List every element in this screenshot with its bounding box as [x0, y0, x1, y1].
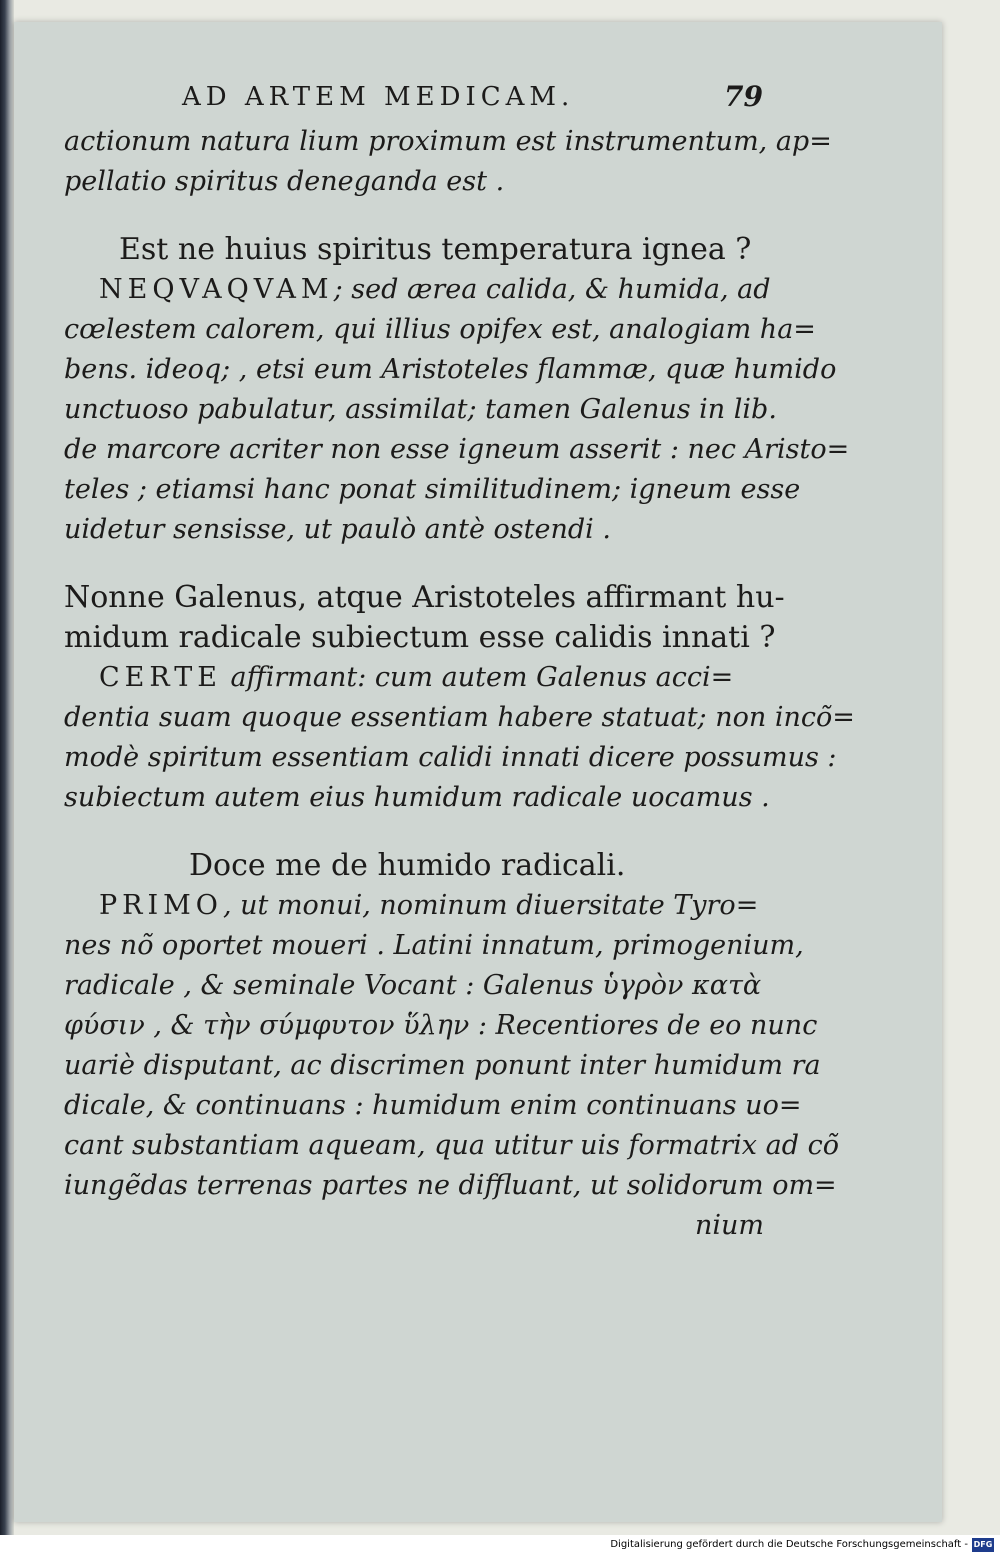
answer-line: de marcore acriter non esse igneum asserit : nec Aristo=	[64, 434, 850, 465]
text-line: pellatio spiritus deneganda est .	[64, 166, 505, 197]
answer-line: uariè disputant, ac discrimen ponunt inter humidum ra	[64, 1050, 821, 1081]
answer-line: dentia suam quoque essentiam habere statuat; non incõ=	[64, 702, 855, 733]
answer-line: unctuoso pabulatur, assimilat; tamen Galenus in lib.	[64, 394, 777, 425]
answer-line: nes nõ oportet moueri . Latini innatum, primogenium,	[64, 930, 804, 961]
funding-credit: Digitalisierung gefördert durch die Deutsche Forschungsgemeinschaft -	[610, 1539, 968, 1550]
question-heading: Nonne Galenus, atque Aristoteles affirmant hu-	[64, 580, 785, 615]
answer-lead: PRIMO	[99, 890, 223, 921]
page-header	[64, 82, 764, 122]
page-number: 79	[724, 80, 763, 113]
answer-line: uidetur sensisse, ut paulò antè ostendi .	[64, 514, 611, 545]
answer-line	[64, 658, 764, 698]
answer-line: iungẽdas terrenas partes ne diffluant, ut solidorum om=	[64, 1170, 837, 1201]
answer-line: radicale , & seminale Vocant : Galenus ὑγρὸν κατὰ	[64, 970, 762, 1001]
answer-line: cœlestem calorem, qui illius opifex est, analogiam ha=	[64, 314, 816, 345]
answer-line: bens. ideoq; , etsi eum Aristoteles flammæ, quæ humido	[64, 354, 837, 385]
answer-text: ; sed ærea calida, & humida, ad	[333, 274, 771, 305]
question-heading: Doce me de humido radicali.	[189, 848, 626, 883]
answer-lead: NEQVAQVAM	[99, 274, 334, 305]
catchword: nium	[694, 1210, 764, 1241]
answer-line: subiectum autem eius humidum radicale uocamus .	[64, 782, 770, 813]
answer-lead: CERTE	[99, 662, 222, 693]
page-text-block	[64, 80, 855, 1246]
answer-line	[64, 270, 771, 310]
answer-line: modè spiritum essentiam calidi innati dicere possumus :	[64, 742, 837, 773]
answer-line: cant substantiam aqueam, qua utitur uis formatrix ad cõ	[64, 1130, 839, 1161]
running-head: AD ARTEM MEDICAM.	[182, 82, 575, 112]
answer-line: teles ; etiamsi hanc ponat similitudinem; igneum esse	[64, 474, 801, 505]
text-line: actionum natura lium proximum est instrumentum, ap=	[64, 126, 832, 157]
answer-text: , ut monui, nominum diuersitate Tyro=	[222, 890, 759, 921]
answer-line: dicale, & continuans : humidum enim continuans uo=	[64, 1090, 802, 1121]
answer-text: affirmant: cum autem Galenus acci=	[221, 662, 734, 693]
answer-line: φύσιν , & τὴν σύμφυτον ὕλην : Recentiores de eo nunc	[64, 1010, 818, 1041]
question-heading: Est ne huius spiritus temperatura ignea ?	[119, 232, 752, 267]
book-page	[14, 22, 942, 1522]
book-spine-edge	[0, 0, 14, 1535]
dfg-logo-icon: DFG	[972, 1538, 994, 1552]
answer-line	[64, 886, 764, 926]
question-heading: midum radicale subiectum esse calidis innati ?	[64, 620, 776, 655]
digitization-footer	[0, 1535, 1000, 1556]
